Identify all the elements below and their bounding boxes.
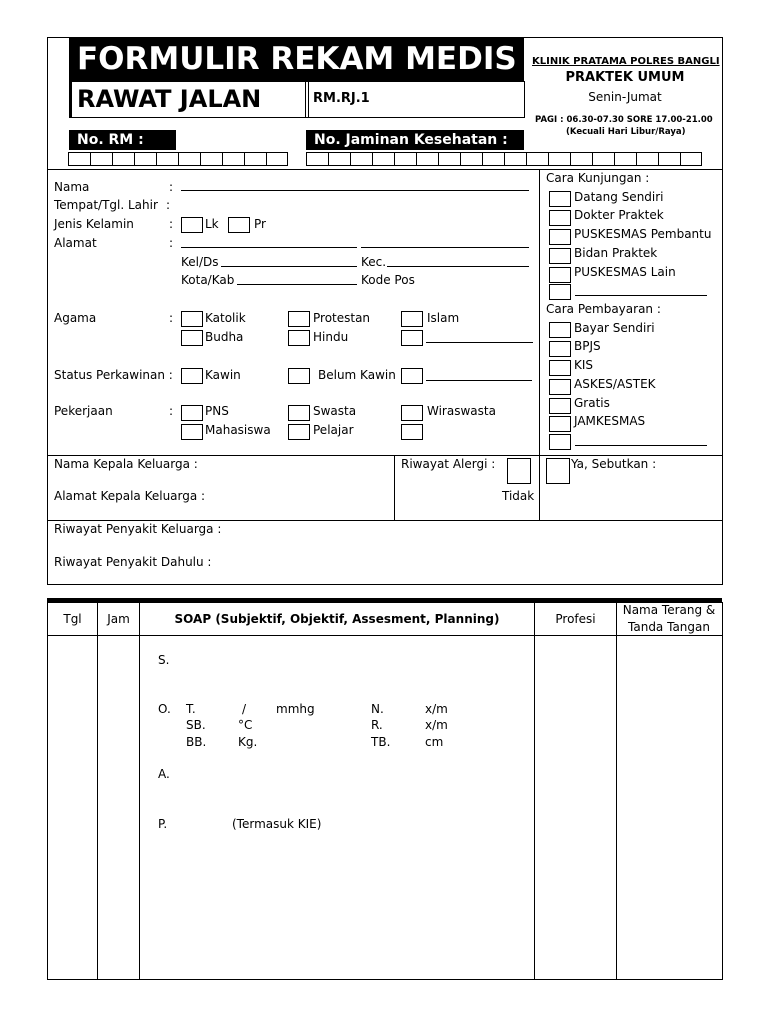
practice-exception: (Kecuali Hari Libur/Raya) bbox=[566, 127, 686, 137]
soap-kg: Kg. bbox=[238, 735, 258, 749]
label-kepala-keluarga: Nama Kepala Keluarga : bbox=[54, 457, 198, 471]
soap-header-profesi: Profesi bbox=[555, 612, 596, 626]
label-protestan: Protestan bbox=[313, 311, 371, 325]
field-status-lain[interactable] bbox=[426, 380, 532, 381]
soap-table-border bbox=[47, 602, 723, 980]
soap-header-divider bbox=[47, 635, 722, 636]
kunjungan-item: Dokter Praktek bbox=[574, 208, 664, 222]
soap-header-soap: SOAP (Subjektif, Objektif, Assesment, Planning) bbox=[174, 612, 500, 626]
colon-alamat: : bbox=[169, 236, 174, 250]
soap-col-divider-4 bbox=[616, 602, 617, 979]
soap-col-divider-3 bbox=[534, 602, 535, 979]
checkbox-lk[interactable] bbox=[181, 217, 203, 233]
kunjungan-item: Datang Sendiri bbox=[574, 190, 664, 204]
checkbox-budha[interactable] bbox=[181, 330, 203, 346]
checkbox-hindu[interactable] bbox=[288, 330, 310, 346]
checkbox-belum-kawin[interactable] bbox=[288, 368, 310, 384]
practice-title: PRAKTEK UMUM bbox=[565, 70, 685, 85]
label-kota: Kota/Kab bbox=[181, 273, 235, 287]
divider-history bbox=[47, 520, 722, 521]
no-jaminan-label: No. Jaminan Kesehatan : bbox=[306, 130, 524, 150]
soap-o: O. bbox=[158, 702, 171, 716]
label-wiraswasta: Wiraswasta bbox=[427, 404, 496, 418]
practice-days: Senin-Jumat bbox=[588, 90, 662, 104]
checkbox-mahasiswa[interactable] bbox=[181, 424, 203, 440]
practice-hours: PAGI : 06.30-07.30 SORE 17.00-21.00 bbox=[535, 115, 713, 125]
label-riwayat-dahulu: Riwayat Penyakit Dahulu : bbox=[54, 555, 212, 569]
soap-col-divider-2 bbox=[139, 602, 140, 979]
field-nama[interactable] bbox=[181, 190, 529, 191]
checkbox-kunjungan-0[interactable] bbox=[549, 191, 571, 207]
divider-alergi bbox=[394, 455, 395, 520]
label-pelajar: Pelajar bbox=[313, 423, 354, 437]
label-swasta: Swasta bbox=[313, 404, 357, 418]
field-kec[interactable] bbox=[387, 266, 529, 267]
label-hindu: Hindu bbox=[313, 330, 349, 344]
soap-header-jam: Jam bbox=[107, 612, 130, 626]
pembayaran-item: Gratis bbox=[574, 396, 610, 410]
soap-bb: BB. bbox=[186, 735, 207, 749]
checkbox-pelajar[interactable] bbox=[288, 424, 310, 440]
label-nama: Nama bbox=[54, 180, 90, 194]
form-code: RM.RJ.1 bbox=[313, 91, 370, 106]
pembayaran-item: ASKES/ASTEK bbox=[574, 377, 656, 391]
label-lk: Lk bbox=[205, 217, 219, 231]
kunjungan-label: Cara Kunjungan : bbox=[546, 171, 650, 185]
checkbox-pembayaran-lain[interactable] bbox=[549, 434, 571, 450]
checkbox-pembayaran-0[interactable] bbox=[549, 322, 571, 338]
form-title-main: FORMULIR REKAM MEDIS bbox=[69, 38, 524, 81]
clinic-name: KLINIK PRATAMA POLRES BANGLI bbox=[532, 56, 720, 67]
kunjungan-item: PUSKESMAS Lain bbox=[574, 265, 676, 279]
soap-header-ttd-2: Tanda Tangan bbox=[628, 620, 710, 634]
label-pekerjaan: Pekerjaan bbox=[54, 404, 113, 418]
checkbox-kunjungan-3[interactable] bbox=[549, 248, 571, 264]
soap-cm: cm bbox=[425, 735, 444, 749]
divider-header bbox=[47, 169, 722, 170]
label-alamat: Alamat bbox=[54, 236, 97, 250]
soap-col-divider-1 bbox=[97, 602, 98, 979]
pembayaran-item: JAMKESMAS bbox=[574, 414, 646, 428]
field-pembayaran-lain[interactable] bbox=[575, 445, 707, 446]
checkbox-pembayaran-5[interactable] bbox=[549, 416, 571, 432]
soap-sb: SB. bbox=[186, 718, 206, 732]
checkbox-pembayaran-4[interactable] bbox=[549, 398, 571, 414]
checkbox-agama-lain[interactable] bbox=[401, 330, 423, 346]
checkbox-pr[interactable] bbox=[228, 217, 250, 233]
label-alergi: Riwayat Alergi : bbox=[401, 457, 496, 471]
label-mahasiswa: Mahasiswa bbox=[205, 423, 271, 437]
soap-slash: / bbox=[242, 702, 247, 716]
form-title-sub: RAWAT JALAN bbox=[77, 85, 262, 113]
checkbox-islam[interactable] bbox=[401, 311, 423, 327]
label-jk: Jenis Kelamin bbox=[54, 217, 134, 231]
kunjungan-item: Bidan Praktek bbox=[574, 246, 658, 260]
label-kelds: Kel/Ds bbox=[181, 255, 219, 269]
label-kawin: Kawin bbox=[205, 368, 241, 382]
pembayaran-item: Bayar Sendiri bbox=[574, 321, 655, 335]
checkbox-status-lain[interactable] bbox=[401, 368, 423, 384]
pembayaran-item: BPJS bbox=[574, 339, 601, 353]
soap-header-tgl: Tgl bbox=[63, 612, 82, 626]
checkbox-wiraswasta[interactable] bbox=[401, 405, 423, 421]
soap-kie: (Termasuk KIE) bbox=[232, 817, 322, 831]
checkbox-pns[interactable] bbox=[181, 405, 203, 421]
checkbox-kunjungan-1[interactable] bbox=[549, 210, 571, 226]
label-alergi-tidak: Tidak bbox=[502, 489, 535, 503]
soap-tb: TB. bbox=[371, 735, 391, 749]
field-kelds[interactable] bbox=[221, 266, 357, 267]
label-pr: Pr bbox=[254, 217, 266, 231]
colon-pekerjaan: : bbox=[169, 404, 174, 418]
label-agama: Agama bbox=[54, 311, 97, 325]
soap-mmhg: mmhg bbox=[276, 702, 315, 716]
label-budha: Budha bbox=[205, 330, 244, 344]
field-alamat-1[interactable] bbox=[181, 247, 357, 248]
checkbox-katolik[interactable] bbox=[181, 311, 203, 327]
checkbox-swasta[interactable] bbox=[288, 405, 310, 421]
checkbox-alergi-tidak[interactable] bbox=[507, 458, 531, 484]
soap-n: N. bbox=[371, 702, 384, 716]
no-jaminan-cells[interactable] bbox=[306, 152, 702, 166]
field-kunjungan-lain[interactable] bbox=[575, 295, 707, 296]
no-rm-label: No. RM : bbox=[69, 130, 176, 150]
pembayaran-label: Cara Pembayaran : bbox=[546, 302, 661, 316]
label-islam: Islam bbox=[427, 311, 460, 325]
label-kodepos: Kode Pos bbox=[361, 273, 415, 287]
label-belum-kawin: Belum Kawin bbox=[318, 368, 396, 382]
pembayaran-item: KIS bbox=[574, 358, 594, 372]
colon-ttl: : bbox=[166, 198, 171, 212]
checkbox-protestan[interactable] bbox=[288, 311, 310, 327]
label-status: Status Perkawinan : bbox=[54, 368, 173, 382]
label-pns: PNS bbox=[205, 404, 229, 418]
checkbox-kunjungan-4[interactable] bbox=[549, 267, 571, 283]
checkbox-alergi-ya[interactable] bbox=[546, 458, 570, 484]
checkbox-pembayaran-2[interactable] bbox=[549, 360, 571, 376]
field-agama-lain[interactable] bbox=[426, 342, 533, 343]
divider-right-column bbox=[539, 169, 540, 520]
checkbox-pembayaran-3[interactable] bbox=[549, 379, 571, 395]
kunjungan-item: PUSKESMAS Pembantu bbox=[574, 227, 712, 241]
label-alergi-ya: Ya, Sebutkan : bbox=[571, 457, 657, 471]
checkbox-kawin[interactable] bbox=[181, 368, 203, 384]
colon-nama: : bbox=[169, 180, 174, 194]
checkbox-pekerjaan-lain[interactable] bbox=[401, 424, 423, 440]
checkbox-kunjungan-lain[interactable] bbox=[549, 284, 571, 300]
soap-xm-2: x/m bbox=[425, 718, 448, 732]
label-ttl: Tempat/Tgl. Lahir bbox=[54, 198, 158, 212]
label-alamat-kepala: Alamat Kepala Keluarga : bbox=[54, 489, 206, 503]
field-kota[interactable] bbox=[237, 284, 357, 285]
soap-degc: °C bbox=[238, 718, 253, 732]
field-alamat-2[interactable] bbox=[361, 247, 529, 248]
soap-header-ttd-1: Nama Terang & bbox=[622, 603, 716, 617]
divider-family bbox=[47, 455, 722, 456]
colon-agama: : bbox=[169, 311, 174, 325]
label-kec: Kec. bbox=[361, 255, 387, 269]
colon-jk: : bbox=[169, 217, 174, 231]
soap-a: A. bbox=[158, 767, 170, 781]
soap-p: P. bbox=[158, 817, 168, 831]
checkbox-kunjungan-2[interactable] bbox=[549, 229, 571, 245]
soap-t: T. bbox=[186, 702, 196, 716]
no-rm-cells[interactable] bbox=[68, 152, 288, 166]
soap-s: S. bbox=[158, 653, 170, 667]
label-katolik: Katolik bbox=[205, 311, 246, 325]
soap-r: R. bbox=[371, 718, 383, 732]
soap-xm-1: x/m bbox=[425, 702, 448, 716]
checkbox-pembayaran-1[interactable] bbox=[549, 341, 571, 357]
label-riwayat-keluarga: Riwayat Penyakit Keluarga : bbox=[54, 522, 222, 536]
